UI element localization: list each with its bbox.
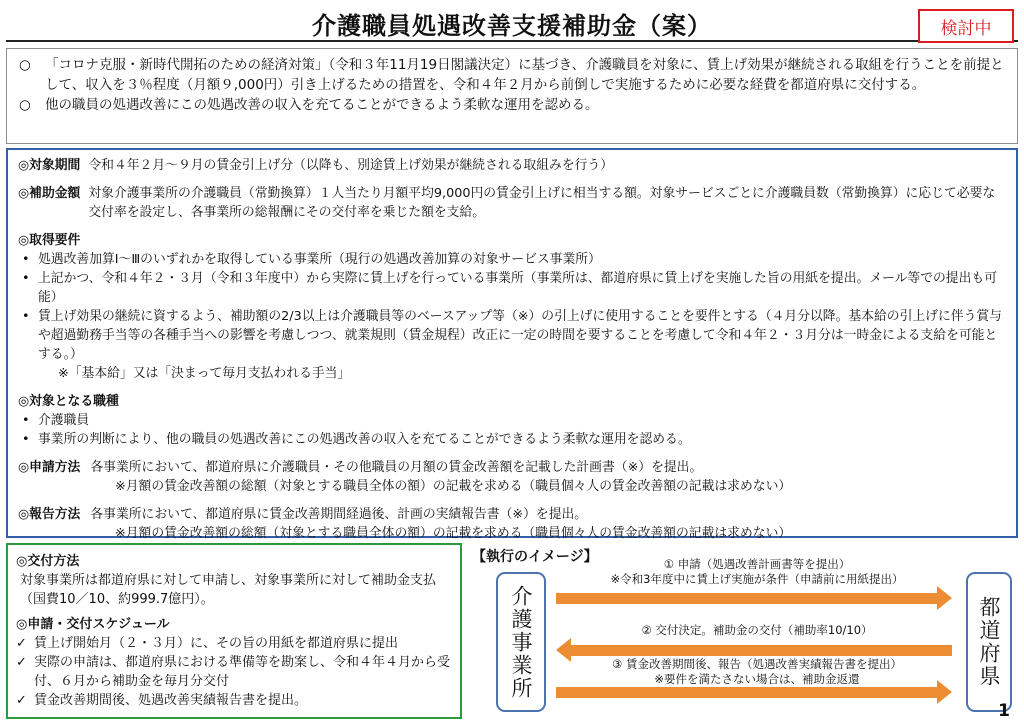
arrow1-label: ① 申請（処遇改善計画書等を提出） ※令和3年度中に賃上げ実施が条件（申請前に用紙提出） <box>610 557 904 586</box>
schedule-item: ✓ 賃上げ開始月（２・３月）に、その旨の用紙を都道府県に提出 <box>16 636 399 651</box>
status-badge: 検討中 <box>918 9 1014 43</box>
apply-note: ※月額の賃金改善額の総額（対象とする職員全体の額）の記載を求める（職員個々人の賃金改善額の記載は求めない） <box>115 479 792 494</box>
requirement-item: • 賃上げ効果の継続に資するよう、補助額の2/3以上は介護職員等のベースアップ等（※）の引上げに使用することを要件とする（４月分以降。基本給の引上げに伴う賞与や超過勤務手当等の各種手当への影響を考慮しつつ、就業規則（賃金規程）改正に一定の時間を要することを考慮して令和４年２・３月分は一時金による支給を可能とする。） <box>22 309 1002 362</box>
delivery-heading: ◎交付方法 <box>16 554 80 569</box>
apply-section <box>18 458 1006 496</box>
amount-text: 対象介護事業所の介護職員（常勤換算）１人当たり月額平均9,000円の賃金引上げに相当する額。対象サービスごとに介護職員数（常勤換算）に応じて必要な交付率を設定し、各事業所の総報酬にその交付率を乗じた額を支給。 <box>88 186 996 220</box>
check-icon: ✓ <box>16 636 27 651</box>
title-underline <box>6 40 1018 42</box>
execution-diagram <box>466 544 1022 722</box>
arrow2-label: ② 交付決定。補助金の交付（補助率10/10） <box>641 623 873 637</box>
requirement-item: • 処遇改善加算Ⅰ～Ⅲのいずれかを取得している事業所（現行の処遇改善加算の対象サービス事業所） <box>22 252 601 267</box>
prefecture-box: 都道府県 <box>966 572 1012 712</box>
arrow3-label: ③ 賃金改善期間後、報告（処遇改善実績報告書を提出） ※要件を満たさない場合は、補助金返還 <box>612 657 902 686</box>
delivery-box <box>6 543 462 719</box>
schedule-item: ✓ 賃金改善期間後、処遇改善実績報告書を提出。 <box>16 693 308 708</box>
intro-text: 他の職員の処遇改善にこの処遇改善の収入を充てることができるよう柔軟な運用を認める。 <box>45 97 599 113</box>
details-box <box>6 148 1018 541</box>
intro-text: 「コロナ克服・新時代開拓のための経済対策」（令和３年11月19日閣議決定）に基づき、介護職員を対象に、賃上げ効果が継続される取組を行うことを前提として、収入を３％程度（月額９,000円）引き上げるための措置を、令和４年２月から前倒しで実施するために必要な経費を都道府県に交付する。 <box>45 57 1004 93</box>
period-text: 令和４年２月～９月の賃金引上げ分（以降も、別途賃上げ効果が継続される取組みを行う） <box>88 158 614 173</box>
requirements-section <box>18 231 1006 383</box>
amount-heading: ◎補助金額 <box>18 186 81 201</box>
report-heading: ◎報告方法 <box>18 507 81 522</box>
diagram-title: 【執行のイメージ】 <box>472 549 598 565</box>
apply-heading: ◎申請方法 <box>18 460 81 475</box>
jobs-section <box>18 392 1006 449</box>
requirement-item: • 上記かつ、令和４年２・３月（令和３年度中）から実際に賃上げを行っている事業所（事業所は、都道府県に賃上げを実施した旨の用紙を提出。メール等での提出も可能） <box>22 271 997 305</box>
period-heading: ◎対象期間 <box>18 158 81 173</box>
circle-marker: ○ <box>19 97 31 113</box>
intro-item <box>19 55 1007 95</box>
jobs-heading: ◎対象となる職種 <box>18 394 119 409</box>
period-section <box>18 156 1006 175</box>
circle-marker: ○ <box>19 57 31 73</box>
arrow-right-icon <box>556 687 938 698</box>
report-note: ※月額の賃金改善額の総額（対象とする職員全体の額）の記載を求める（職員個々人の賃金改善額の記載は求めない） <box>115 526 792 541</box>
arrow-right-icon <box>556 593 938 604</box>
job-item: • 事業所の判断により、他の職員の処遇改善にこの処遇改善の収入を充てることができるよう柔軟な運用を認める。 <box>22 432 691 447</box>
intro-box <box>6 48 1018 144</box>
intro-item <box>19 95 1007 115</box>
arrow-left-icon <box>570 645 952 656</box>
page-number: 1 <box>998 701 1010 721</box>
report-text: 各事業所において、都道府県に賃金改善期間経過後、計画の実績報告書（※）を提出。 <box>90 507 588 522</box>
job-item: • 介護職員 <box>22 413 90 428</box>
schedule-item: ✓ 実際の申請は、都道府県における準備等を勘案し、令和４年４月から受付、６月から補助金を毎月分交付 <box>16 655 451 689</box>
report-section <box>18 505 1006 543</box>
check-icon: ✓ <box>16 655 27 670</box>
requirement-note: ※「基本給」又は「決まって毎月支払われる手当」 <box>58 366 351 381</box>
schedule-heading: ◎申請・交付スケジュール <box>16 617 170 632</box>
check-icon: ✓ <box>16 693 27 708</box>
amount-section <box>18 184 1006 222</box>
delivery-text: 対象事業所は都道府県に対して申請し、対象事業所に対して補助金支払（国費10／10、約999.7億円）。 <box>20 573 437 607</box>
page-title: 介護職員処遇改善支援補助金（案） <box>312 12 712 40</box>
apply-text: 各事業所において、都道府県に介護職員・その他職員の月額の賃金改善額を記載した計画書（※）を提出。 <box>90 460 703 475</box>
care-provider-box: 介護事業所 <box>496 572 546 712</box>
requirements-heading: ◎取得要件 <box>18 233 81 248</box>
